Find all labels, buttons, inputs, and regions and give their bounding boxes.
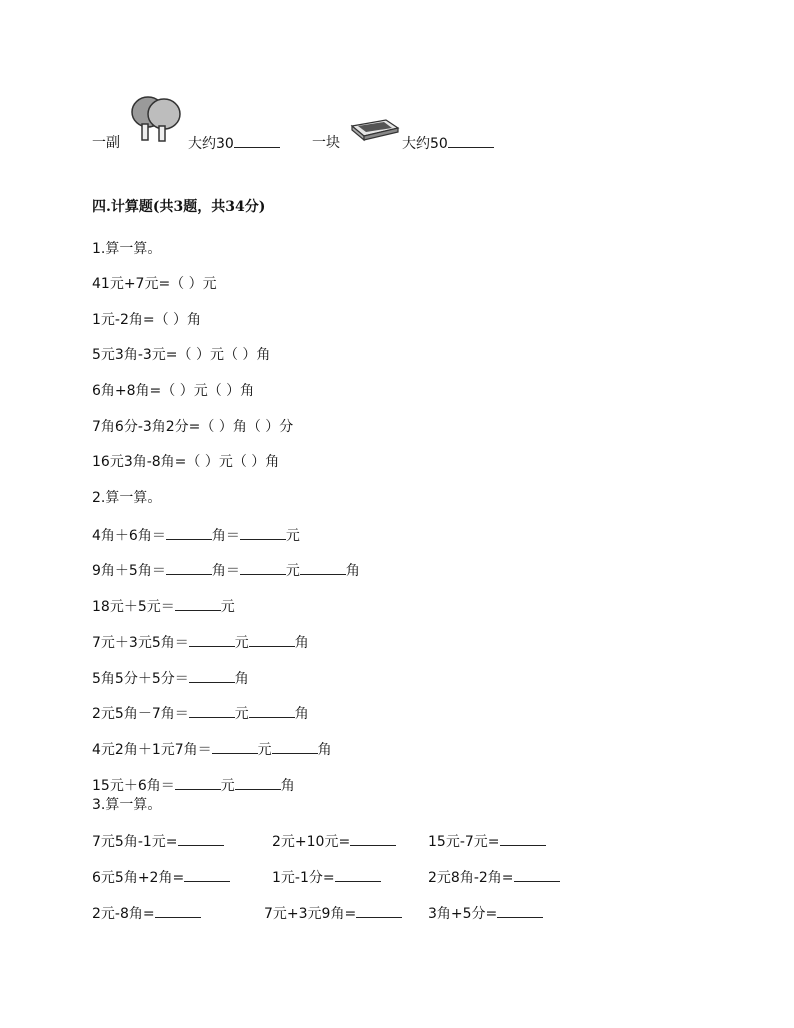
q3-title: 3.算一算。 bbox=[92, 797, 162, 813]
answer-blank[interactable] bbox=[175, 776, 221, 790]
q3-item: 7元+3元9角= bbox=[264, 904, 402, 923]
q2-line: 4角＋6角＝ 角＝ 元 bbox=[92, 528, 300, 544]
q3-item: 1元-1分= bbox=[272, 868, 381, 887]
answer-blank[interactable] bbox=[212, 740, 258, 754]
answer-blank[interactable] bbox=[514, 868, 560, 882]
q2-line: 18元＋5元＝ 元 bbox=[92, 599, 235, 615]
q2-title: 2.算一算。 bbox=[92, 490, 162, 506]
answer-blank[interactable] bbox=[500, 832, 546, 846]
q2-line: 5角5分＋5分＝ 角 bbox=[92, 671, 249, 687]
answer-blank[interactable] bbox=[189, 633, 235, 647]
answer-blank[interactable] bbox=[155, 904, 201, 918]
q3-item: 15元-7元= bbox=[428, 832, 546, 851]
answer-blank[interactable] bbox=[234, 134, 280, 148]
answer-blank[interactable] bbox=[249, 704, 295, 718]
answer-blank[interactable] bbox=[189, 704, 235, 718]
answer-blank[interactable] bbox=[240, 526, 286, 540]
answer-blank[interactable] bbox=[300, 561, 346, 575]
q1-line: 1元-2角=（ ）角 bbox=[92, 312, 202, 328]
q3-item: 6元5角+2角= bbox=[92, 868, 230, 887]
answer-blank[interactable] bbox=[178, 832, 224, 846]
answer-blank[interactable] bbox=[497, 904, 543, 918]
answer-blank[interactable] bbox=[448, 134, 494, 148]
answer-blank[interactable] bbox=[175, 597, 221, 611]
item2-prefix: 一块 bbox=[312, 135, 340, 151]
section-heading: 四.计算题(共3题，共34分) bbox=[92, 199, 266, 215]
answer-blank[interactable] bbox=[356, 904, 402, 918]
q1-line: 7角6分-3角2分=（ ）角（ ）分 bbox=[92, 419, 294, 435]
item2-estimate: 大约50 bbox=[402, 134, 494, 153]
ping-pong-paddles-icon bbox=[126, 94, 184, 146]
answer-blank[interactable] bbox=[189, 669, 235, 683]
q2-line: 15元＋6角＝ 元 角 bbox=[92, 778, 295, 794]
q1-line: 6角+8角=（ ）元（ ）角 bbox=[92, 383, 255, 399]
q3-item: 2元-8角= bbox=[92, 904, 201, 923]
answer-blank[interactable] bbox=[350, 832, 396, 846]
q3-item: 2元+10元= bbox=[272, 832, 396, 851]
q2-line: 4元2角＋1元7角＝ 元 角 bbox=[92, 742, 332, 758]
item1-prefix: 一副 bbox=[92, 135, 120, 151]
answer-blank[interactable] bbox=[240, 561, 286, 575]
q1-line: 41元+7元=（ ）元 bbox=[92, 276, 217, 292]
q3-item: 7元5角-1元= bbox=[92, 832, 224, 851]
answer-blank[interactable] bbox=[335, 868, 381, 882]
item1-estimate: 大约30 bbox=[188, 134, 280, 153]
q2-line: 7元＋3元5角＝ 元 角 bbox=[92, 635, 309, 651]
answer-blank[interactable] bbox=[235, 776, 281, 790]
answer-blank[interactable] bbox=[249, 633, 295, 647]
q2-line: 9角＋5角＝ 角＝ 元 角 bbox=[92, 563, 360, 579]
q3-item: 3角+5分= bbox=[428, 904, 543, 923]
q1-line: 5元3角-3元=（ ）元（ ）角 bbox=[92, 347, 271, 363]
q1-line: 16元3角-8角=（ ）元（ ）角 bbox=[92, 454, 280, 470]
answer-blank[interactable] bbox=[166, 561, 212, 575]
q3-item: 2元8角-2角= bbox=[428, 868, 560, 887]
pencil-box-icon bbox=[348, 118, 400, 142]
answer-blank[interactable] bbox=[272, 740, 318, 754]
answer-blank[interactable] bbox=[166, 526, 212, 540]
q1-title: 1.算一算。 bbox=[92, 241, 162, 257]
q2-line: 2元5角－7角＝ 元 角 bbox=[92, 706, 309, 722]
answer-blank[interactable] bbox=[184, 868, 230, 882]
